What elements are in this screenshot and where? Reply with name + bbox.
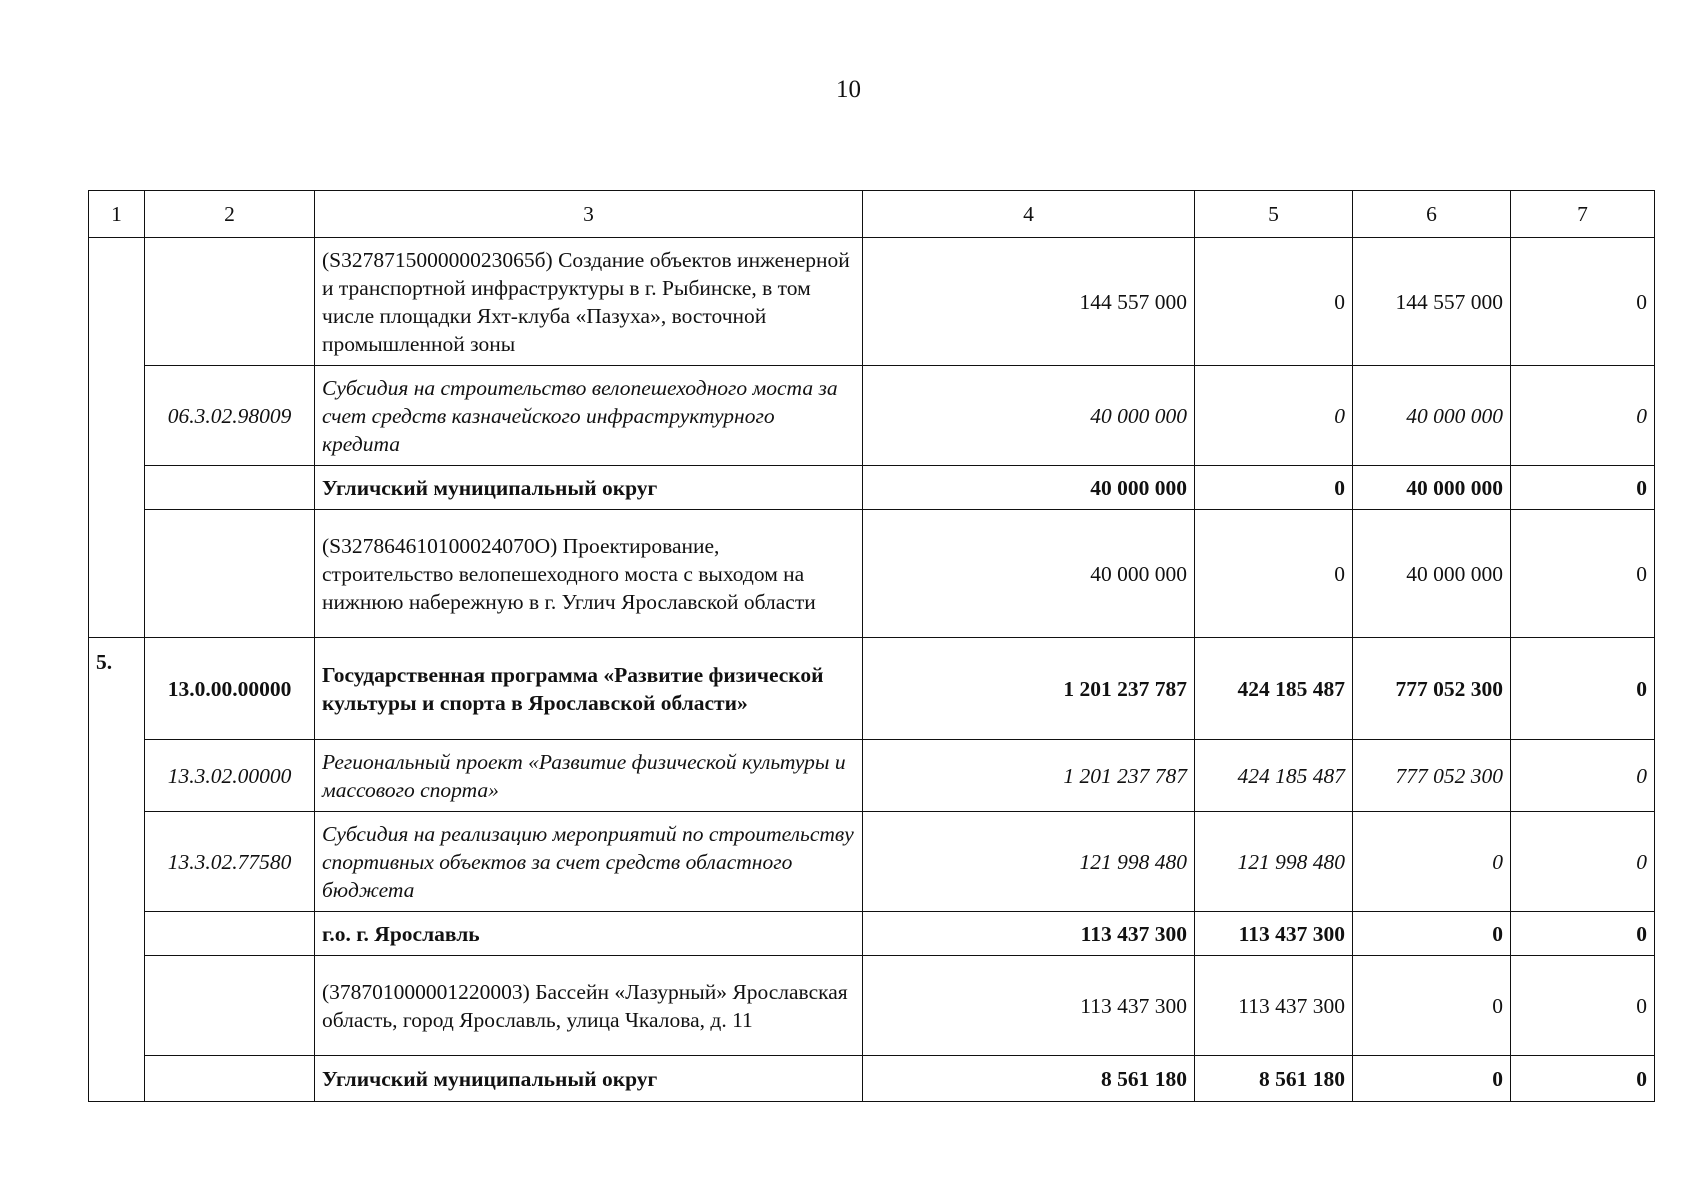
code-cell [145,510,315,638]
amount-col7-cell: 0 [1511,510,1655,638]
table-row [89,238,1655,366]
page-number: 10 [836,76,861,103]
table-row [89,510,1655,638]
amount-col6-cell: 40 000 000 [1353,510,1511,638]
amount-col7-cell: 0 [1511,812,1655,912]
amount-col7-cell: 0 [1511,740,1655,812]
amount-col5-cell: 0 [1195,466,1353,510]
description-cell: г.о. г. Ярославль [315,912,863,956]
amount-col5-cell: 424 185 487 [1195,638,1353,740]
amount-col5-cell: 121 998 480 [1195,812,1353,912]
amount-col5-cell: 0 [1195,238,1353,366]
amount-total-cell: 113 437 300 [863,912,1195,956]
amount-col5-cell: 8 561 180 [1195,1056,1353,1102]
amount-col6-cell: 777 052 300 [1353,740,1511,812]
amount-col6-cell: 0 [1353,812,1511,912]
col-header-1: 1 [89,191,145,238]
amount-total-cell: 113 437 300 [863,956,1195,1056]
code-cell [145,238,315,366]
table-row [89,638,1655,740]
col-header-4: 4 [863,191,1195,238]
amount-col5-cell: 424 185 487 [1195,740,1353,812]
amount-col7-cell: 0 [1511,466,1655,510]
table-row [89,466,1655,510]
code-cell: 13.3.02.77580 [145,812,315,912]
amount-total-cell: 8 561 180 [863,1056,1195,1102]
amount-col7-cell: 0 [1511,912,1655,956]
table-row [89,1056,1655,1102]
code-cell [145,1056,315,1102]
amount-col6-cell: 777 052 300 [1353,638,1511,740]
amount-col6-cell: 40 000 000 [1353,366,1511,466]
amount-col6-cell: 0 [1353,1056,1511,1102]
col-header-2: 2 [145,191,315,238]
amount-col5-cell: 0 [1195,366,1353,466]
amount-col6-cell: 40 000 000 [1353,466,1511,510]
table-row [89,812,1655,912]
amount-total-cell: 40 000 000 [863,366,1195,466]
col-header-5: 5 [1195,191,1353,238]
col-header-6: 6 [1353,191,1511,238]
amount-col7-cell: 0 [1511,366,1655,466]
code-cell: 13.0.00.00000 [145,638,315,740]
index-cell [89,238,145,638]
header-row [89,191,1655,238]
description-cell: Региональный проект «Развитие физической культуры и массового спорта» [315,740,863,812]
amount-col7-cell: 0 [1511,238,1655,366]
description-cell: Субсидия на реализацию мероприятий по строительству спортивных объектов за счет средств областного бюджета [315,812,863,912]
amount-col5-cell: 0 [1195,510,1353,638]
amount-total-cell: 121 998 480 [863,812,1195,912]
code-cell [145,956,315,1056]
description-cell: (S327864610100024070О) Проектирование, строительство велопешеходного моста с выходом на нижнюю набережную в г. Углич Ярославской области [315,510,863,638]
amount-total-cell: 1 201 237 787 [863,740,1195,812]
description-cell: Субсидия на строительство велопешеходного моста за счет средств казначейского инфраструктурного кредита [315,366,863,466]
code-cell [145,912,315,956]
amount-total-cell: 40 000 000 [863,466,1195,510]
amount-total-cell: 144 557 000 [863,238,1195,366]
index-cell: 5. [89,638,145,1102]
amount-col7-cell: 0 [1511,956,1655,1056]
description-cell: Угличский муниципальный округ [315,1056,863,1102]
amount-col6-cell: 0 [1353,956,1511,1056]
description-cell: (378701000001220003) Бассейн «Лазурный» Ярославская область, город Ярославль, улица Чкалова, д. 11 [315,956,863,1056]
amount-col6-cell: 144 557 000 [1353,238,1511,366]
amount-col7-cell: 0 [1511,1056,1655,1102]
budget-table [88,190,1655,1102]
amount-col5-cell: 113 437 300 [1195,956,1353,1056]
code-cell: 13.3.02.00000 [145,740,315,812]
description-cell: Угличский муниципальный округ [315,466,863,510]
table-row [89,740,1655,812]
col-header-3: 3 [315,191,863,238]
description-cell: (S327871500000023065б) Создание объектов инженерной и транспортной инфраструктуры в г. Рыбинске, в том числе площадки Яхт-клуба «Пазуха», восточной промышленной зоны [315,238,863,366]
amount-total-cell: 1 201 237 787 [863,638,1195,740]
amount-col6-cell: 0 [1353,912,1511,956]
amount-col7-cell: 0 [1511,638,1655,740]
amount-total-cell: 40 000 000 [863,510,1195,638]
col-header-7: 7 [1511,191,1655,238]
amount-col5-cell: 113 437 300 [1195,912,1353,956]
code-cell [145,466,315,510]
description-cell: Государственная программа «Развитие физической культуры и спорта в Ярославской области» [315,638,863,740]
code-cell: 06.3.02.98009 [145,366,315,466]
table-row [89,956,1655,1056]
table-row [89,366,1655,466]
table-row [89,912,1655,956]
